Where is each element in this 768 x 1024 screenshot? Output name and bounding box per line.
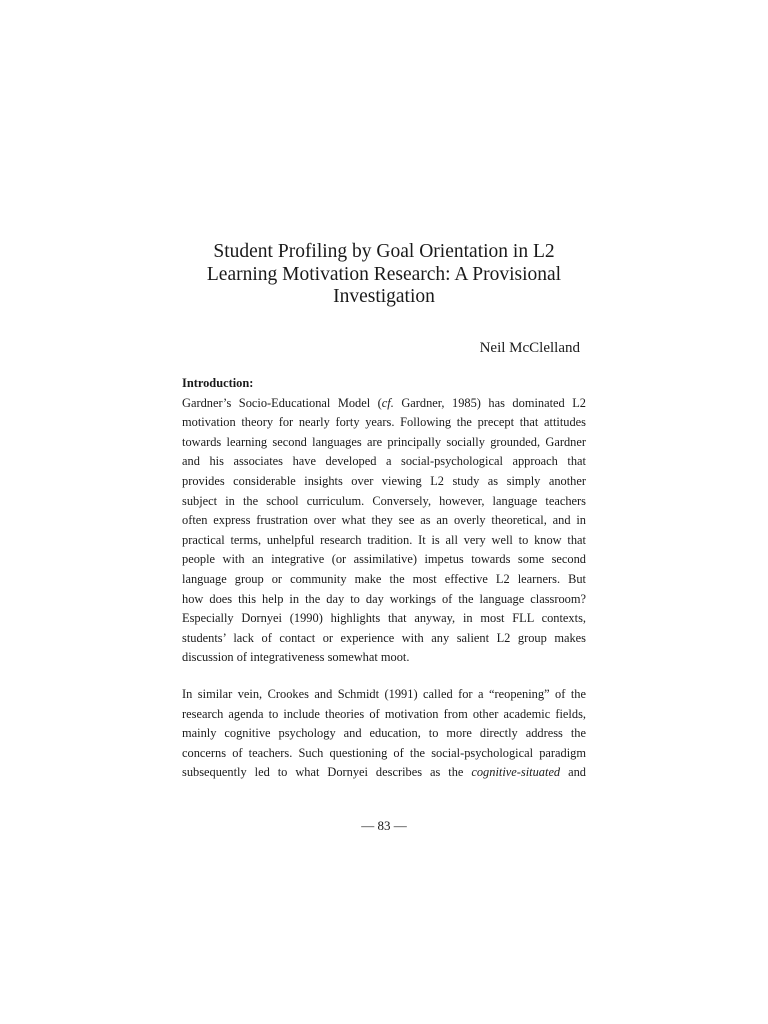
paragraph-line: mainly cognitive psychology and education, to more directly address the — [182, 726, 586, 741]
paragraph-line: provides considerable insights over viewing L2 study as simply another — [182, 473, 586, 488]
paragraph-line: towards learning second languages are principally socially grounded, Gardner — [182, 434, 586, 449]
text-run-italic: cognitive-situated — [471, 765, 561, 780]
paragraph-line: concerns of teachers. Such questioning of the social-psychological paradigm — [182, 745, 586, 760]
title-line-3: Investigation — [333, 286, 435, 307]
paragraph-line: students’ lack of contact or experience with any salient L2 group makes — [182, 630, 586, 645]
paragraph-line: discussion of integrativeness somewhat moot. — [182, 650, 410, 665]
second-paragraph — [182, 685, 586, 783]
paragraph-line: language group or community make the most effective L2 learners. But — [182, 571, 586, 586]
paragraph-line: practical terms, unhelpful research tradition. It is all very well to know that — [182, 532, 586, 547]
paragraph-line: In similar vein, Crookes and Schmidt (1991) called for a “reopening” of the — [182, 687, 586, 701]
author-name: Neil McClelland — [479, 340, 580, 356]
text-run: and — [560, 765, 586, 780]
paragraph-line — [182, 394, 586, 414]
paragraph-line: Especially Dornyei (1990) highlights that anyway, in most FLL contexts, — [182, 611, 586, 626]
text-run-italic: cf. — [381, 395, 394, 410]
paragraph-line: subject in the school curriculum. Conversely, however, language teachers — [182, 493, 586, 508]
text-run: Gardner’s Socio-Educational Model ( — [182, 395, 382, 410]
paragraph-line: motivation theory for nearly forty years. Following the precept that attitudes — [182, 415, 586, 430]
introduction-section — [182, 374, 586, 668]
paragraph-line: and his associates have developed a social-psychological approach that — [182, 454, 586, 469]
text-run: subsequently led to what Dornyei describes as the — [182, 765, 472, 780]
paragraph-line: often express frustration over what they see as an overly theoretical, and in — [182, 513, 586, 528]
title-line-2: Learning Motivation Research: A Provisional — [206, 263, 562, 285]
page-number: — 83 — — [361, 818, 407, 833]
paragraph-line: research agenda to include theories of motivation from other academic fields, — [182, 706, 586, 721]
title-line-1: Student Profiling by Goal Orientation in L2 — [213, 241, 555, 262]
text-run: Gardner, 1985) has dominated L2 — [393, 395, 586, 410]
section-heading-introduction: Introduction: — [182, 376, 254, 390]
paper-title — [150, 241, 618, 309]
paragraph-line: how does this help in the day to day workings of the language classroom? — [182, 591, 586, 606]
paragraph-line: people with an integrative (or assimilative) impetus towards some second — [182, 552, 586, 567]
paragraph-line — [182, 763, 586, 783]
